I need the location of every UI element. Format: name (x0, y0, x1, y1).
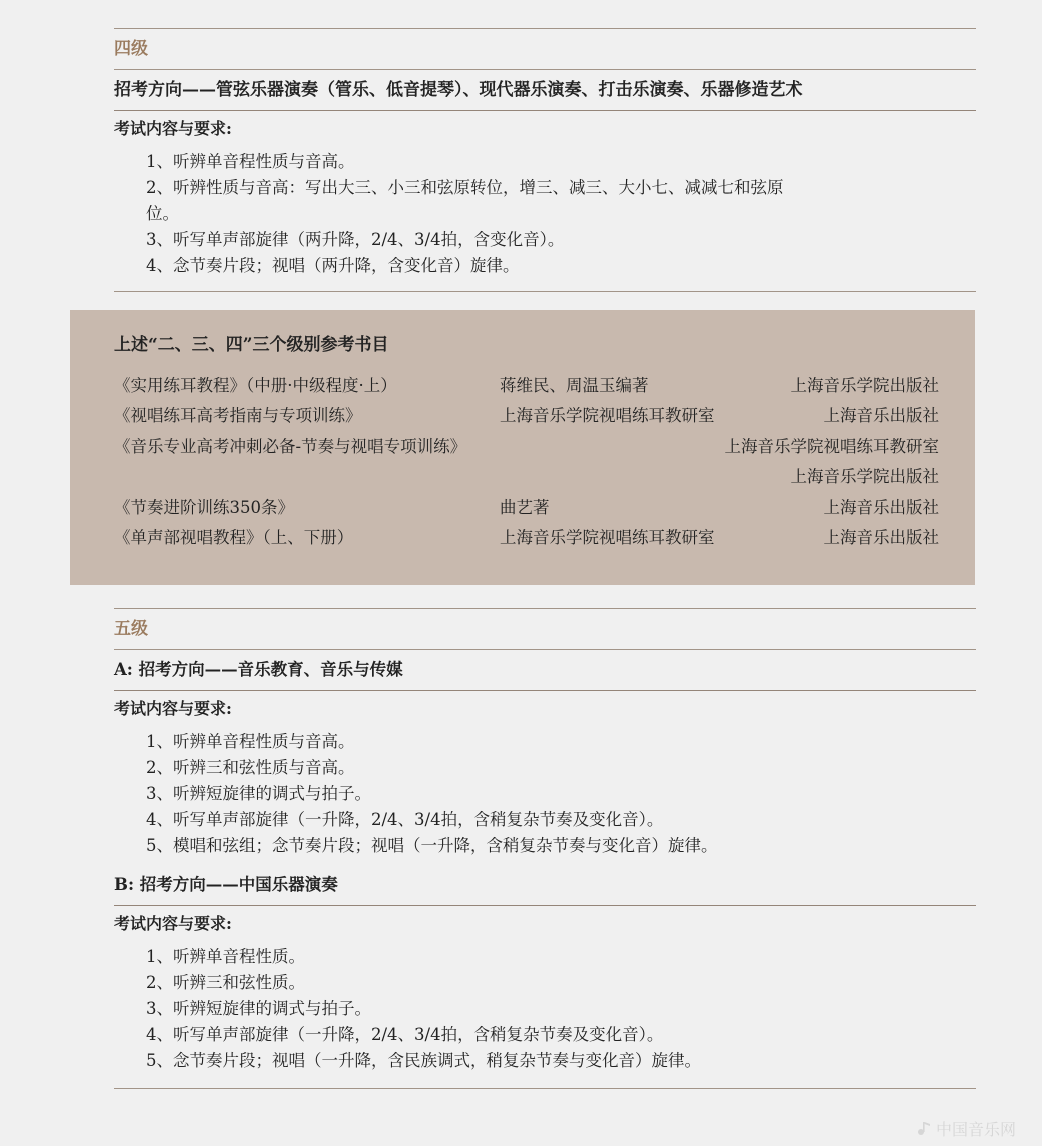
level-4-requirements-label: 考试内容与要求: (114, 119, 232, 138)
list-item: 位。 (146, 204, 179, 223)
level-5b-direction: B: 招考方向——中国乐器演奏 (114, 875, 338, 894)
reference-books-title: 上述“二、三、四”三个级别参考书目 (114, 335, 389, 355)
document-page (114, 0, 976, 292)
watermark (916, 1117, 1016, 1141)
divider (114, 291, 976, 292)
reference-books-box (70, 310, 975, 585)
ref-book: 《音乐专业高考冲刺必备-节奏与视唱专项训练》 (114, 437, 467, 456)
list-item: 3、听辨短旋律的调式与拍子。 (146, 784, 371, 803)
ref-publisher: 上海音乐学院出版社 (790, 467, 939, 486)
level-4-label: 四级 (114, 39, 148, 59)
list-item: 2、听辨三和弦性质。 (146, 973, 305, 992)
level-5b-items (114, 938, 976, 1074)
level-5a-requirements-label: 考试内容与要求: (114, 699, 232, 718)
ref-book: 《实用练耳教程》（中册·中级程度·上） (114, 376, 397, 395)
level-5a-items (114, 723, 976, 859)
level-5a-direction: A: 招考方向——音乐教育、音乐与传媒 (114, 660, 403, 679)
list-item: 2、听辨三和弦性质与音高。 (146, 758, 355, 777)
list-item: 4、听写单声部旋律（一升降，2/4、3/4拍，含稍复杂节奏及变化音）。 (146, 1025, 664, 1044)
ref-author: 上海音乐学院视唱练耳教研室 (724, 437, 939, 456)
ref-book: 《节奏进阶训练350条》 (114, 498, 294, 517)
list-item: 4、听写单声部旋律（一升降，2/4、3/4拍，含稍复杂节奏及变化音）。 (146, 810, 664, 829)
list-item: 3、听辨短旋律的调式与拍子。 (146, 999, 371, 1018)
level-4-direction: 招考方向——管弦乐器演奏（管乐、低音提琴）、现代器乐演奏、打击乐演奏、乐器修造艺术 (114, 80, 803, 100)
list-item: 5、念节奏片段；视唱（一升降，含民族调式，稍复杂节奏与变化音）旋律。 (146, 1051, 701, 1070)
list-item: 3、听写单声部旋律（两升降，2/4、3/4拍，含变化音）。 (146, 230, 565, 249)
watermark-text: 中国音乐网 (935, 1119, 1016, 1139)
ref-publisher: 上海音乐出版社 (823, 528, 939, 547)
level-5-section (114, 608, 976, 1089)
ref-publisher: 上海音乐出版社 (823, 498, 939, 517)
ref-author: 上海音乐学院视唱练耳教研室 (500, 528, 715, 547)
ref-author: 上海音乐学院视唱练耳教研室 (500, 406, 715, 425)
divider (114, 1088, 976, 1089)
list-item: 5、模唱和弦组；念节奏片段；视唱（一升降，含稍复杂节奏与变化音）旋律。 (146, 836, 718, 855)
ref-author: 曲艺著 (500, 498, 550, 517)
music-note-icon (916, 1120, 932, 1140)
list-item: 1、听辨单音程性质与音高。 (146, 732, 355, 751)
list-item: 2、听辨性质与音高：写出大三、小三和弦原转位，增三、减三、大小七、减减七和弦原 (146, 178, 784, 197)
ref-author: 蒋维民、周温玉编著 (500, 376, 649, 395)
ref-publisher: 上海音乐出版社 (823, 406, 939, 425)
level-5b-requirements-label: 考试内容与要求: (114, 914, 232, 933)
list-item: 1、听辨单音程性质。 (146, 947, 305, 966)
list-item: 1、听辨单音程性质与音高。 (146, 152, 355, 171)
ref-book: 《视唱练耳高考指南与专项训练》 (114, 406, 362, 425)
level-5-label: 五级 (114, 619, 148, 639)
ref-publisher: 上海音乐学院出版社 (790, 376, 939, 395)
list-item: 4、念节奏片段；视唱（两升降，含变化音）旋律。 (146, 256, 520, 275)
level-4-items (114, 143, 976, 279)
ref-book: 《单声部视唱教程》（上、下册） (114, 528, 354, 547)
